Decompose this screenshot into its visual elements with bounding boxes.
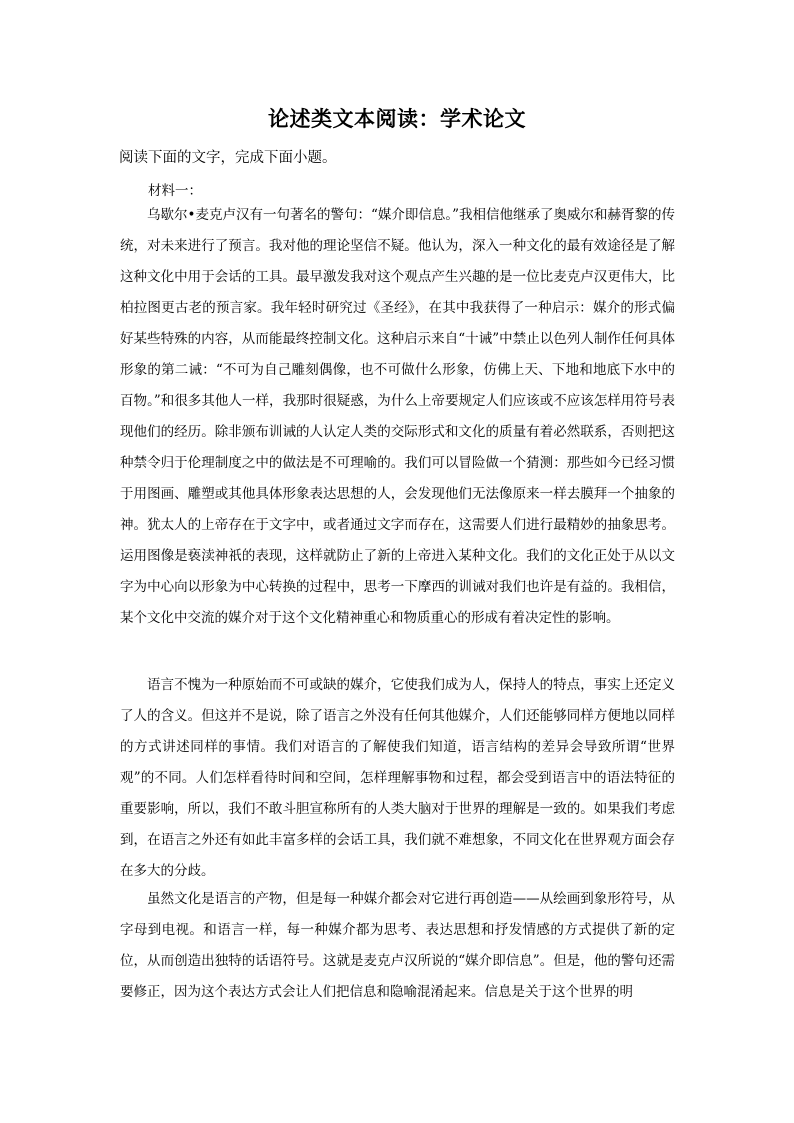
material-label: 材料一： [148,183,202,199]
page-title: 论述类文本阅读：学术论文 [268,107,526,131]
body-paragraph: 语言不愧为一种原始而不可或缺的媒介，它使我们成为人，保持人的特点，事实上还定义了人的含义。但这并不是说，除了语言之外没有任何其他媒介，人们还能够同样方便地以同样的方式讲述同样的事情。我们对语言的了解使我们知道，语言结构的差异会导致所谓“世界观”的不同。人们怎样看待时间和空间，怎样理解事物和过程，都会受到语言中的语法特征的重要影响，所以，我们不敢斗胆宣称所有的人类大脑对于世界的理解是一致的。如果我们考虑到，在语言之外还有如此丰富多样的会话工具，我们就不难想象，不同文化在世界观方面会存在多大的分歧。 [120,677,675,879]
body-paragraph: 乌歇尔•麦克卢汉有一句著名的警句：“媒介即信息。”我相信他继承了奥威尔和赫胥黎的传统，对未来进行了预言。我对他的理论坚信不疑。他认为，深入一种文化的最有效途径是了解这种文化中用于会话的工具。最早激发我对这个观点产生兴趣的是一位比麦克卢汉更伟大，比柏拉图更古老的预言家。我年轻时研究过《圣经》，在其中我获得了一种启示：媒介的形式偏好某些特殊的内容，从而能最终控制文化。这种启示来自“十诫”中禁止以色列人制作任何具体形象的第二诫：“不可为自己雕刻偶像，也不可做什么形象，仿佛上天、下地和地底下水中的百物。”和很多其他人一样，我那时很疑惑，为什么上帝要规定人们应该或不应该怎样用符号表现他们的经历。除非颁布训诫的人认定人类的交际形式和文化的质量有着必然联系，否则把这种禁令归于伦理制度之中的做法是不可理喻的。我们可以冒险做一个猜测：那些如今已经习惯于用图画、雕塑或其他具体形象表达思想的人，会发现他们无法像原来一样去膜拜一个抽象的神。犹太人的上帝存在于文字中，或者通过文字而存在，这需要人们进行最精妙的抽象思考。运用图像是亵渎神祇的表现，这样就防止了新的上帝进入某种文化。我们的文化正处于从以文字为中心向以形象为中心转换的过程中，思考一下摩西的训诫对我们也许是有益的。我相信，某个文化中交流的媒介对于这个文化精神重心和物质重心的形成有着决定性的影响。 [120,207,676,626]
instruction-text: 阅读下面的文字，完成下面小题。 [119,150,337,166]
body-paragraph: 虽然文化是语言的产物，但是每一种媒介都会对它进行再创造——从绘画到象形符号，从字母到电视。和语言一样，每一种媒介都为思考、表达思想和抒发情感的方式提供了新的定位，从而创造出独特的话语符号。这就是麦克卢汉所说的“媒介即信息”。但是，他的警句还需要修正，因为这个表达方式会让人们把信息和隐喻混淆起来。信息是关于这个世界的明 [120,891,675,1000]
